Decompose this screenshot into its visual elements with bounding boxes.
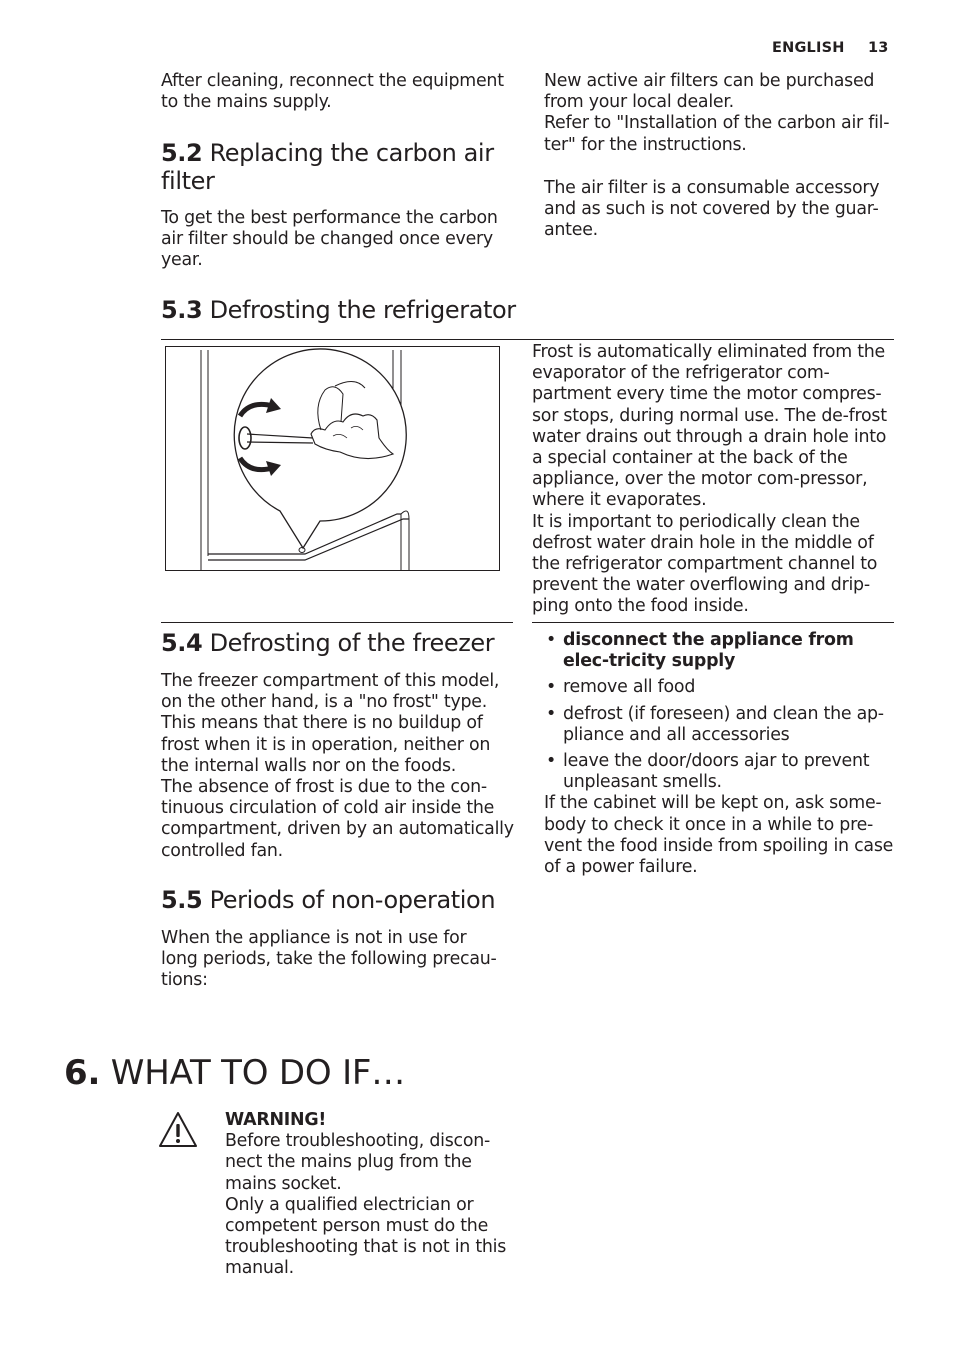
section-5-4-number: 5.4 [161, 629, 203, 657]
section-5-4-paragraph-1: The freezer compartment of this model, on the other hand, is a "no frost" type. This means that there is no buildup of frost when it is in operation, neither on the internal walls nor on the foods. [161, 671, 500, 776]
section-5-3-paragraph-2: It is important to periodically clean the defrost water drain hole in the middle of the refrigerator compartment channel to prevent the water overflowing and drip-ping onto the food inside. [532, 511, 878, 617]
list-item-text: disconnect the appliance from elec-tricity supply [563, 630, 854, 672]
warning-block [225, 1110, 515, 1280]
section-5-5-body: When the appliance is not in use for long periods, take the following precau-tions: [161, 928, 497, 991]
section-5-5-number: 5.5 [161, 886, 203, 914]
list-item-text: leave the door/doors ajar to prevent unpleasant smells. [563, 751, 870, 793]
intro-right-line-3: Refer to "Installation of the carbon air fil- [544, 113, 890, 134]
header-language: ENGLISH [772, 40, 845, 56]
list-item-text: defrost (if foreseen) and clean the ap-pliance and all accessories [563, 703, 884, 745]
chapter-6-heading [64, 1053, 664, 1093]
defrost-drain-hole-figure [165, 346, 500, 571]
list-item: • remove all food [546, 677, 696, 698]
section-5-5-heading [161, 886, 513, 914]
chapter-6-number: 6. [64, 1053, 101, 1093]
warning-triangle-icon [158, 1110, 198, 1150]
defrost-illustration-icon [165, 346, 500, 571]
intro-right-line-2: from your local dealer. [544, 92, 734, 113]
section-5-3-number: 5.3 [161, 296, 203, 324]
section-5-5-title: Periods of non-operation [209, 886, 496, 914]
list-item: • leave the door/doors ajar to prevent unpleasant smells. [546, 751, 870, 793]
section-5-3-paragraph-1: Frost is automatically eliminated from the evaporator of the refrigerator com-partment every time the motor compres-sor stops, during normal use. The de-frost water drains out through a drain hole into a special container at the back of the appliance, over the motor com-pressor, where it evaporates. [532, 342, 887, 511]
section-5-4-paragraph-2: The absence of frost is due to the con-tinuous circulation of cold air inside the compartment, driven by an automatically controlled fan. [161, 777, 514, 861]
warning-paragraph-1: Before troubleshooting, discon-nect the mains plug from the mains socket. [225, 1131, 491, 1194]
section-5-4-body [161, 671, 517, 862]
intro-right-line-4: ter" for the instructions. [544, 134, 747, 155]
list-item-text: remove all food [563, 677, 696, 698]
chapter-6-title: WHAT TO DO IF… [110, 1053, 406, 1093]
section-5-2-title: Replacing the carbon air filter [161, 139, 494, 195]
list-item: • disconnect the appliance from elec-tricity supply [546, 630, 854, 672]
intro-right-line-1: New active air filters can be purchased [544, 71, 875, 91]
section-5-3-heading [161, 296, 581, 324]
warning-paragraph-2: Only a qualified electrician or competent person must do the troubleshooting that is not in this manual. [225, 1194, 507, 1279]
section-5-3-rule [161, 339, 894, 340]
precautions-list [544, 630, 894, 793]
section-5-3-title: Defrosting the refrigerator [209, 296, 516, 324]
list-item: • defrost (if foreseen) and clean the ap-pliance and all accessories [546, 703, 884, 745]
section-5-4-heading [161, 629, 513, 657]
section-5-3-body [532, 342, 897, 618]
section-5-5-rule-right [532, 622, 894, 623]
air-filter-note: The air filter is a consumable accessory and as such is not covered by the guar-antee. [544, 178, 880, 241]
section-5-2-body: To get the best performance the carbon air filter should be changed once every year. [161, 208, 498, 271]
intro-right-paragraph [544, 71, 904, 156]
intro-left-text: After cleaning, reconnect the equipment to the mains supply. [161, 71, 504, 113]
warning-title: WARNING! [225, 1110, 327, 1130]
section-5-4-title: Defrosting of the freezer [209, 629, 495, 657]
power-failure-note: If the cabinet will be kept on, ask some-body to check it once in a while to pre-vent the food inside from spoiling in case of a power failure. [544, 793, 894, 878]
section-5-2-number: 5.2 [161, 139, 203, 167]
section-5-2-heading [161, 139, 511, 195]
precautions-column [544, 630, 894, 878]
section-5-4-rule-left [161, 622, 513, 623]
page-number: 13 [868, 40, 889, 56]
